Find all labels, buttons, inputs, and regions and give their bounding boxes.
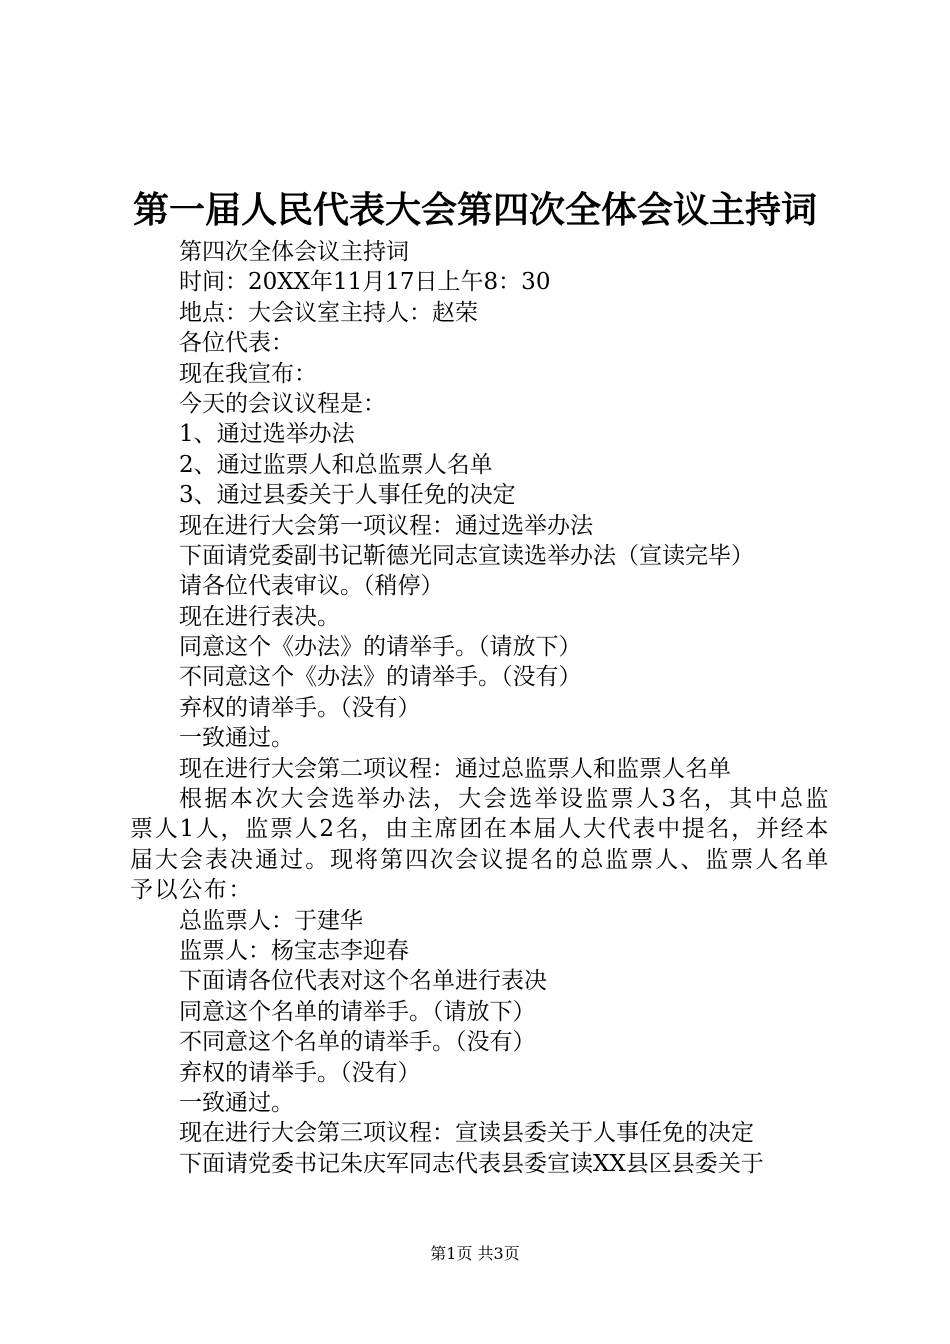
text-line: 同意这个名单的请举手。（请放下） <box>179 998 536 1025</box>
text-line: 同意这个《办法》的请举手。（请放下） <box>179 634 582 661</box>
text-line: 不同意这个名单的请举手。（没有） <box>179 1029 536 1056</box>
text-line: 现在进行大会第三项议程：宣读县委关于人事任免的决定 <box>179 1120 754 1147</box>
text-line: 下面请党委副书记靳德光同志宣读选举办法（宣读完毕） <box>179 542 754 569</box>
text-line: 监票人：杨宝志李迎春 <box>179 938 409 965</box>
text-line: 1、通过选举办法 <box>179 421 355 448</box>
body-paragraph: 根据本次大会选举办法，大会选举设监票人3名，其中总监票人1人，监票人2名，由主席团在本届人大代表中提名，并经本届大会表决通过。现将第四次会议提名的总监票人、监票人名单予以公布： <box>130 786 830 904</box>
text-line: 地点：大会议室主持人：赵荣 <box>179 299 478 326</box>
text-line: 各位代表： <box>179 330 294 357</box>
page-number: 第1页 共3页 <box>430 1244 520 1263</box>
text-line: 下面请党委书记朱庆军同志代表县委宣读XX县区县委关于 <box>179 1150 764 1177</box>
text-line: 第四次全体会议主持词 <box>179 239 409 265</box>
document-title: 第一届人民代表大会第四次全体会议主持词 <box>132 189 817 231</box>
text-line: 现在进行大会第二项议程：通过总监票人和监票人名单 <box>179 755 731 782</box>
text-line: 现在进行大会第一项议程：通过选举办法 <box>179 512 593 539</box>
text-line: 弃权的请举手。（没有） <box>179 1059 421 1086</box>
document-body <box>130 237 830 1179</box>
text-line: 2、通过监票人和总监票人名单 <box>179 451 493 478</box>
text-line: 一致通过。 <box>179 725 294 752</box>
text-line: 弃权的请举手。（没有） <box>179 694 421 721</box>
text-line: 不同意这个《办法》的请举手。（没有） <box>179 664 582 691</box>
text-line: 一致通过。 <box>179 1090 294 1116</box>
text-line: 下面请各位代表对这个名单进行表决 <box>179 968 547 995</box>
text-line: 时间：20XX年11月17日上午8：30 <box>179 269 551 296</box>
text-line: 请各位代表审议。（稍停） <box>179 573 444 600</box>
text-line: 总监票人：于建华 <box>179 907 363 934</box>
text-line: 现在我宣布： <box>179 360 317 387</box>
text-line: 3、通过县委关于人事任免的决定 <box>179 482 516 509</box>
text-line: 现在进行表决。 <box>179 603 340 630</box>
text-line: 今天的会议议程是： <box>179 390 386 417</box>
